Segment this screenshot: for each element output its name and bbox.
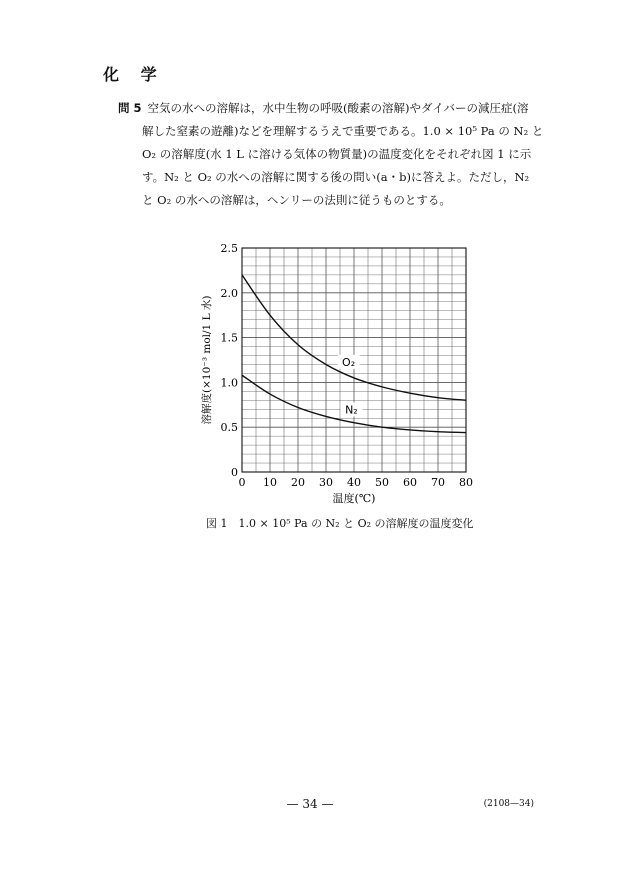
x-axis-label: 温度(℃) bbox=[332, 492, 376, 505]
x-tick-label: 70 bbox=[431, 476, 445, 489]
subject-heading: 化 学 bbox=[103, 65, 165, 84]
y-axis-label: 溶解度(×10⁻³ mol/1 L 水) bbox=[201, 295, 213, 425]
x-tick-label: 40 bbox=[347, 476, 361, 489]
x-tick-label: 30 bbox=[319, 476, 333, 489]
problem-line-2: 解した窒素の遊離)などを理解するうえで重要である。1.0 × 10⁵ Pa の N₂ と bbox=[142, 124, 544, 138]
page-number: — 34 — bbox=[286, 797, 334, 811]
problem-line-1: 空気の水への溶解は，水中生物の呼吸(酸素の溶解)やダイバーの減圧症(溶 bbox=[147, 101, 529, 115]
problem-line-5: と O₂ の水への溶解は，ヘンリーの法則に従うものとする。 bbox=[142, 193, 451, 207]
series-label: O₂ bbox=[342, 355, 356, 369]
y-tick-label: 2.0 bbox=[220, 286, 238, 300]
problem-line-3: O₂ の溶解度(水 1 L に溶ける気体の物質量)の温度変化をそれぞれ図 1 に示 bbox=[142, 147, 532, 161]
series-label: N₂ bbox=[345, 403, 358, 417]
y-tick-label: 2.5 bbox=[220, 242, 238, 255]
exam-code: (2108—34) bbox=[483, 799, 534, 809]
y-tick-label: 0.5 bbox=[220, 421, 238, 435]
x-tick-label: 60 bbox=[403, 476, 417, 489]
x-tick-label: 20 bbox=[291, 476, 305, 489]
problem-text bbox=[118, 97, 544, 212]
figure-caption: 図 1 1.0 × 10⁵ Pa の N₂ と O₂ の溶解度の温度変化 bbox=[206, 517, 474, 530]
question-number: 問 5 bbox=[118, 101, 142, 115]
y-tick-label: 1.5 bbox=[220, 331, 238, 345]
x-tick-label: 50 bbox=[375, 476, 389, 489]
solubility-chart bbox=[198, 238, 488, 508]
y-tick-label: 0 bbox=[231, 466, 238, 479]
x-tick-label: 80 bbox=[459, 476, 473, 489]
x-tick-label: 10 bbox=[263, 476, 277, 489]
x-tick-label: 0 bbox=[238, 476, 246, 489]
y-tick-label: 1.0 bbox=[220, 376, 238, 390]
problem-line-4: す。N₂ と O₂ の水への溶解に関する後の問い(a・b)に答えよ。ただし，N₂ bbox=[142, 170, 530, 184]
